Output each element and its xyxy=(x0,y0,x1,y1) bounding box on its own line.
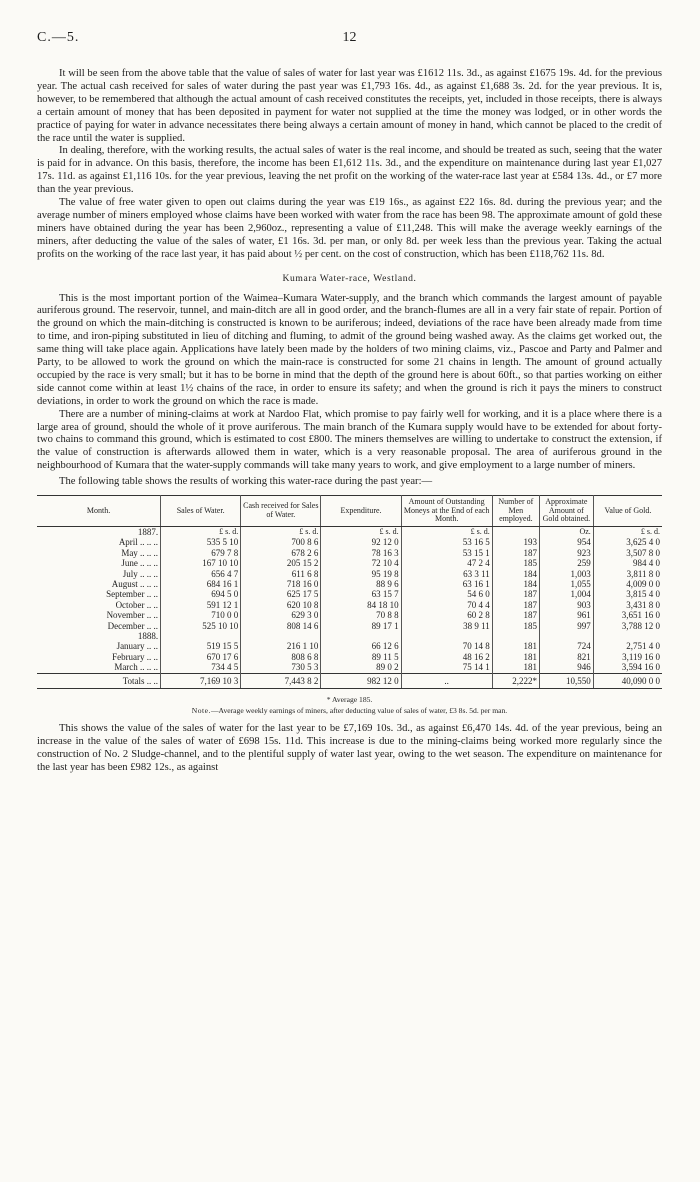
value-cell: 611 6 8 xyxy=(241,569,321,579)
value-cell: 181 xyxy=(492,662,539,673)
table-intro: The following table shows the results of working this water-race during the past year:— xyxy=(59,476,433,488)
water-race-results-table xyxy=(37,495,662,689)
value-cell: 63 3 11 xyxy=(401,569,492,579)
value-cell: 923 xyxy=(539,548,593,558)
value-cell: 808 6 8 xyxy=(241,652,321,662)
month-cell: July .. .. .. xyxy=(37,569,161,579)
value-cell: 53 16 5 xyxy=(401,537,492,547)
value-cell: 184 xyxy=(492,569,539,579)
value-cell: 984 4 0 xyxy=(633,558,660,569)
section-heading: Kumara Water-race, Westland. xyxy=(282,272,417,284)
unit-label: £ s. d. xyxy=(321,526,401,537)
value-cell: 3,815 4 0 xyxy=(626,589,660,600)
table-row xyxy=(37,631,662,641)
table-row xyxy=(37,537,662,547)
table-row xyxy=(37,589,662,599)
table-row xyxy=(37,600,662,610)
value-cell: 216 1 10 xyxy=(241,641,321,651)
paragraph: This shows the value of the sales of water for the last year to be £7,169 10s. 3d., as against £6,470 14s. 4d. of the year previous, being an increase in the value of the sales of water of £698 15s. 11d. This increase is due to the mining-claims being worked more regularly since the construction of No. 2 Sludge-channel, and to the plentiful supply of water last year, owing to the wet season. The expenditure on maintenance for the last year has been £982 12s., as against xyxy=(37,722,662,773)
value-cell: 1,055 xyxy=(539,579,593,589)
value-cell: 88 9 6 xyxy=(321,579,401,589)
total-cell: 2,222* xyxy=(492,673,539,688)
empty-cell xyxy=(539,631,593,641)
value-cell: 625 17 5 xyxy=(241,589,321,599)
value-cell: 718 16 0 xyxy=(241,579,321,589)
table-row xyxy=(37,662,662,673)
empty-cell xyxy=(321,631,401,641)
col-outstanding: Amount of Outstanding Moneys at the End of each Month. xyxy=(401,496,492,527)
paragraph: There are a number of mining-claims at work at Nardoo Flat, which promise to pay fairly well for working, and it is a place where there is a large area of ground, should the whole of it prove auriferous. The main branch of the Kumara supply would have to be extended for about forty-two chains to command this ground, which is estimated to cost £800. The miners themselves are willing to undertake to construct the extension, if the value of construction is afterwards allowed them in water, which is a very reasonable proposal. The area of auriferous ground in the neighbourhood of Kumara that the water-supply commands will take many years to work, and give employment to a large number of miners. xyxy=(37,408,662,472)
note-text: —Average weekly earnings of miners, after deducting value of sales of water, £3 8s. 5d. per man. xyxy=(210,705,508,715)
value-cell: 946 xyxy=(539,662,593,673)
value-cell: 60 2 8 xyxy=(401,610,492,620)
value-cell: 678 2 6 xyxy=(241,548,321,558)
value-cell: 78 16 3 xyxy=(321,548,401,558)
col-month: Month. xyxy=(37,496,161,527)
unit-label: Oz. xyxy=(539,526,593,537)
year-label: 1887. xyxy=(37,526,161,537)
month-cell: October .. .. xyxy=(37,600,161,610)
total-cell: .. xyxy=(401,673,492,688)
table-row xyxy=(37,610,662,620)
value-cell: 187 xyxy=(492,589,539,599)
month-cell: April .. .. .. xyxy=(37,537,161,547)
value-cell: 48 16 2 xyxy=(401,652,492,662)
value-cell: 181 xyxy=(492,641,539,651)
month-cell: May .. .. .. xyxy=(37,548,161,558)
table-header-row xyxy=(37,496,662,527)
unit-label: £ s. d. xyxy=(401,526,492,537)
value-cell: 3,507 8 0 xyxy=(626,547,660,558)
table-row xyxy=(37,526,662,537)
table-row xyxy=(37,641,662,651)
value-cell: 3,651 16 0 xyxy=(621,610,660,621)
value-cell: 3,594 16 0 xyxy=(621,662,660,673)
col-gold: Approximate Amount of Gold obtained. xyxy=(539,496,593,527)
paragraph: This is the most important portion of the Waimea–Kumara Water-supply, and the branch which commands the largest amount of payable auriferous ground. The reservoir, tunnel, and main-ditch are all in good order, and the branch-flumes are all in a very fair state of repair. Portion of the ground on which the main-ditching is constructed is known to be auriferous; indeed, deviations of the race have been already made from time to time, and iron-piping substituted in lieu of ditching and fluming, to admit of the ground being washed away. As the claims get worked out, the same thing will take place again. Applications have lately been made by the holders of two mining claims, viz., Pascoe and Party and Palmer and Party, to be allowed to work the ground on which the main-race is constructed for some 21 chains in length. The amount of ground actually occupied by the race is very small; but it has to be borne in mind that the depth of the ground here is about 60ft., so that parties working on either side cannot come within at least 1½ chains of the race, in order to ensure its safety; and when the ground is rich it pays the miners to construct deviations, in order to work the ground on which the race is made. xyxy=(37,292,662,407)
table-row xyxy=(37,548,662,558)
month-cell: March .. .. .. xyxy=(37,662,161,673)
paragraph: The value of free water given to open out claims during the year was £19 16s., as against £22 16s. 8d. during the previous year; and the average number of miners employed whose claims have been worked with water from the race has been 98. The approximate amount of gold these miners have obtained during the year has been 2,960oz., representing a value of £11,248. This will make the average weekly earnings of the miners, after deducting the value of the sales of water, £1 16s. 3d. per man, or only 8d. per week less than the previous year. Taking the actual profits on the working of the race last year, it has paid about ½ per cent. on the cost of construction, which has been £118,762 11s. 8d. xyxy=(37,197,662,260)
value-cell: 70 14 8 xyxy=(401,641,492,651)
value-cell: 684 16 1 xyxy=(161,579,241,589)
total-cell: 982 12 0 xyxy=(321,673,401,688)
value-cell: 184 xyxy=(492,579,539,589)
month-cell: December .. .. xyxy=(37,621,161,631)
value-cell: 95 19 8 xyxy=(321,569,401,579)
month-cell: January .. .. xyxy=(37,641,161,651)
value-cell: 187 xyxy=(492,600,539,610)
totals-row xyxy=(37,673,662,688)
value-cell: 75 14 1 xyxy=(401,662,492,673)
note-label: Note. xyxy=(191,705,211,715)
value-cell: 734 4 5 xyxy=(161,662,241,673)
total-cell: 10,550 xyxy=(539,673,593,688)
value-cell: 205 15 2 xyxy=(241,558,321,568)
month-cell: February .. .. xyxy=(37,652,161,662)
value-cell: 997 xyxy=(539,621,593,631)
value-cell: 3,431 8 0 xyxy=(626,599,660,610)
total-cell: 7,169 10 3 xyxy=(161,673,241,688)
value-cell: 38 9 11 xyxy=(401,621,492,631)
value-cell: 70 4 4 xyxy=(401,600,492,610)
year-label: 1888. xyxy=(37,631,161,641)
col-cash: Cash received for Sales of Water. xyxy=(241,496,321,527)
value-cell: 519 15 5 xyxy=(161,641,241,651)
value-cell: 730 5 3 xyxy=(241,662,321,673)
col-value: Value of Gold. xyxy=(593,496,662,527)
month-cell: September .. .. xyxy=(37,589,161,599)
value-cell: 629 3 0 xyxy=(241,610,321,620)
value-cell: 620 10 8 xyxy=(241,600,321,610)
value-cell: 54 6 0 xyxy=(401,589,492,599)
value-cell: 961 xyxy=(539,610,593,620)
col-expenditure: Expenditure. xyxy=(321,496,401,527)
value-cell: 89 17 1 xyxy=(321,621,401,631)
paragraph: It will be seen from the above table that the value of sales of water for last year was £1612 11s. 3d., as against £1675 19s. 4d. for the previous year. The actual cash received for sales of water during the past year was £1,793 16s. 4d., as against £1,688 3s. 2d. for the year previous. It is, however, to be remembered that although the actual amount of cash received constitutes the receipts, yet, included in those receipts, there is always a certain amount of money that has been deposited in payment for water not supplied at the time the money was lodged, or in other words the practice of paying for water in advance necessitates there being always a certain amount of money in hand, which cannot be placed to the credit of the race until the water is supplied. xyxy=(37,68,662,144)
value-cell: 954 xyxy=(539,537,593,547)
table-row xyxy=(37,558,662,568)
page-header xyxy=(37,30,662,50)
value-cell: 724 xyxy=(539,641,593,651)
col-men: Number of Men employed. xyxy=(492,496,539,527)
table-row xyxy=(37,569,662,579)
empty-cell xyxy=(161,631,241,641)
value-cell: 66 12 6 xyxy=(321,641,401,651)
total-cell: 7,443 8 2 xyxy=(241,673,321,688)
value-cell: 710 0 0 xyxy=(161,610,241,620)
value-cell: 3,119 16 0 xyxy=(622,651,660,662)
value-cell: 1,004 xyxy=(539,589,593,599)
value-cell: 70 8 8 xyxy=(321,610,401,620)
empty-cell xyxy=(401,631,492,641)
value-cell: 84 18 10 xyxy=(321,600,401,610)
value-cell: 53 15 1 xyxy=(401,548,492,558)
value-cell: 679 7 8 xyxy=(161,548,241,558)
value-cell: 591 12 1 xyxy=(161,600,241,610)
value-cell: 2,751 4 0 xyxy=(626,641,660,652)
empty-cell xyxy=(492,526,539,537)
month-cell: November .. .. xyxy=(37,610,161,620)
unit-label: £ s. d. xyxy=(640,526,660,536)
col-sales: Sales of Water. xyxy=(161,496,241,527)
value-cell: 4,009 0 0 xyxy=(626,578,660,589)
unit-label: £ s. d. xyxy=(161,526,241,537)
value-cell: 656 4 7 xyxy=(161,569,241,579)
total-cell: 40,090 0 0 xyxy=(593,673,662,688)
page-body xyxy=(37,56,662,775)
value-cell: 167 10 10 xyxy=(161,558,241,568)
table-row xyxy=(37,652,662,662)
totals-label: Totals .. .. xyxy=(37,673,161,688)
value-cell: 3,625 4 0 xyxy=(626,537,660,548)
value-cell: 89 11 5 xyxy=(321,652,401,662)
empty-cell xyxy=(241,631,321,641)
value-cell: 3,811 8 0 xyxy=(626,568,660,579)
table-row xyxy=(37,579,662,589)
footnote: * Average 185. xyxy=(326,694,373,704)
page-number: 12 xyxy=(342,30,357,45)
value-cell: 535 5 10 xyxy=(161,537,241,547)
value-cell: 694 5 0 xyxy=(161,589,241,599)
value-cell: 903 xyxy=(539,600,593,610)
value-cell: 92 12 0 xyxy=(321,537,401,547)
value-cell: 187 xyxy=(492,610,539,620)
value-cell: 185 xyxy=(492,621,539,631)
value-cell: 193 xyxy=(492,537,539,547)
note xyxy=(37,706,662,715)
value-cell: 185 xyxy=(492,558,539,568)
value-cell: 821 xyxy=(539,652,593,662)
unit-label: £ s. d. xyxy=(241,526,321,537)
value-cell: 72 10 4 xyxy=(321,558,401,568)
value-cell: 89 0 2 xyxy=(321,662,401,673)
value-cell: 63 16 1 xyxy=(401,579,492,589)
value-cell: 3,788 12 0 xyxy=(621,620,660,631)
empty-cell xyxy=(492,631,539,641)
value-cell: 47 2 4 xyxy=(401,558,492,568)
value-cell: 187 xyxy=(492,548,539,558)
value-cell: 181 xyxy=(492,652,539,662)
value-cell: 670 17 6 xyxy=(161,652,241,662)
value-cell: 525 10 10 xyxy=(161,621,241,631)
document-reference: C.—5. xyxy=(37,30,80,45)
table-row xyxy=(37,621,662,631)
month-cell: June .. .. .. xyxy=(37,558,161,568)
empty-cell xyxy=(593,631,662,641)
value-cell: 1,003 xyxy=(539,569,593,579)
paragraph: In dealing, therefore, with the working results, the actual sales of water is the real income, and should be treated as such, seeing that the water is paid for in advance. On this basis, therefore, the income has been £1,612 11s. 3d., and the expenditure on maintenance during last year £1,027 17s. 11d. as against £1,116 10s. for the year previous, leaving the net profit on the working of the water-race last year at £584 13s. 4d., or £7 more than the year previous. xyxy=(37,145,662,196)
value-cell: 63 15 7 xyxy=(321,589,401,599)
value-cell: 808 14 6 xyxy=(241,621,321,631)
month-cell: August .. .. .. xyxy=(37,579,161,589)
value-cell: 259 xyxy=(539,558,593,568)
value-cell: 700 8 6 xyxy=(241,537,321,547)
